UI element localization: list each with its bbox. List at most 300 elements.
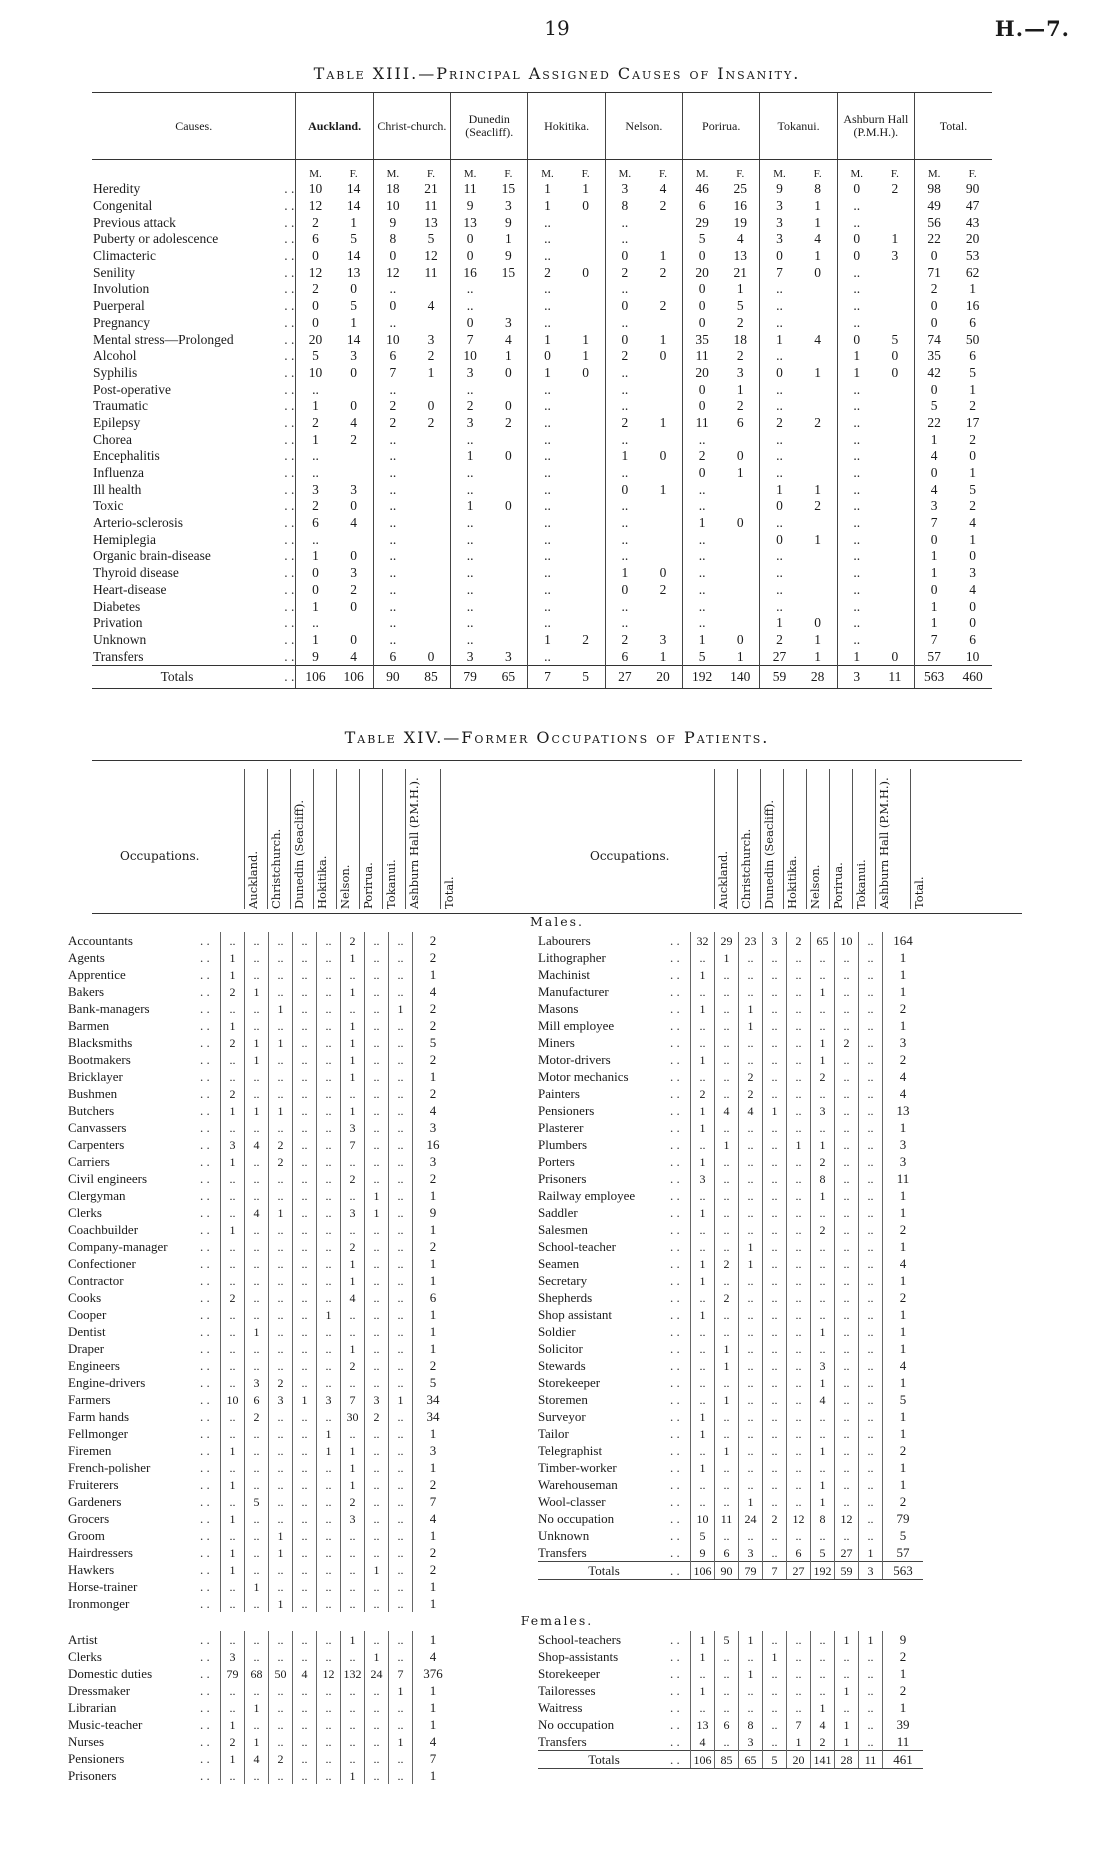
occupation-count: ..: [245, 1085, 269, 1102]
occupation-count: ..: [835, 1391, 859, 1408]
cause-value: 7: [915, 515, 954, 532]
col-header-tokanui: Tokanui.: [760, 93, 837, 160]
occupation-total: 39: [883, 1716, 924, 1733]
cause-value: 2: [373, 398, 412, 415]
cause-value: [799, 298, 838, 315]
cause-name: Alcohol: [93, 348, 137, 364]
occupation-count: ..: [811, 1119, 835, 1136]
cause-value: 9: [373, 214, 412, 231]
cause-value: ..: [837, 315, 876, 332]
occupation-count: ..: [293, 1699, 317, 1716]
occupation-count: ..: [269, 932, 293, 949]
occupation-count: 11: [715, 1510, 739, 1527]
cause-value: 0: [605, 331, 644, 348]
cause-value: [799, 548, 838, 565]
cause-value: ..: [373, 548, 412, 565]
cause-value: 2: [736, 398, 744, 414]
occupation-name: Cooks: [68, 1289, 102, 1305]
occupation-total: 1: [883, 1340, 924, 1357]
leader-dots: . .: [200, 1425, 210, 1441]
occupation-count: ..: [763, 1408, 787, 1425]
occupation-count: 24: [365, 1665, 389, 1682]
cause-value: ..: [451, 281, 490, 298]
leader-dots: . .: [670, 1323, 680, 1339]
cause-value: 2: [736, 348, 744, 364]
cause-value: 1: [891, 231, 899, 247]
cause-value: [799, 431, 838, 448]
occupation-count: ..: [739, 1204, 763, 1221]
cause-value: ..: [451, 298, 490, 315]
cause-value: 8: [605, 198, 644, 215]
leader-dots: . .: [670, 1221, 680, 1237]
cause-value: [799, 315, 838, 332]
occupation-count: 1: [341, 1068, 365, 1085]
cause-value: [567, 465, 606, 482]
cause-row: [92, 582, 992, 599]
cause-value: [489, 431, 528, 448]
cause-value: ..: [683, 548, 722, 565]
occupation-count: 1: [341, 1631, 365, 1648]
male-col-header: M.: [296, 160, 335, 182]
occupation-count: ..: [269, 966, 293, 983]
cause-value: 3: [350, 481, 358, 497]
leader-dots: . .: [284, 631, 295, 647]
cause-name: Heredity: [93, 181, 141, 197]
occupation-count: ..: [341, 1733, 365, 1750]
occupation-count: ..: [715, 1476, 739, 1493]
occupation-count: ..: [739, 1034, 763, 1051]
cause-value: 12: [296, 198, 335, 215]
occupation-total: 1: [883, 983, 924, 1000]
cause-value: 1: [915, 431, 954, 448]
cause-value: ..: [837, 565, 876, 582]
cause-value: [567, 531, 606, 548]
cause-value: 1: [659, 331, 667, 347]
occupation-count: ..: [859, 1068, 883, 1085]
page-number: 19: [544, 16, 570, 40]
cause-value: 0: [504, 398, 512, 414]
col-header-hokitika: Hokitika.: [528, 93, 605, 160]
occupation-count: 1: [341, 1272, 365, 1289]
occupation-count: 1: [221, 1153, 245, 1170]
occupation-count: ..: [341, 1425, 365, 1442]
occupation-name: Unknown: [538, 1527, 590, 1543]
occupation-count: 8: [739, 1716, 763, 1733]
occupation-count: ..: [835, 1238, 859, 1255]
vertical-col-label: Auckland.: [716, 850, 730, 909]
cause-value: 13: [424, 214, 438, 230]
occupation-count: ..: [859, 1340, 883, 1357]
occupation-count: ..: [691, 1289, 715, 1306]
cause-value: 0: [891, 364, 899, 380]
cause-value: ..: [451, 515, 490, 532]
cause-value: 43: [965, 214, 980, 230]
cause-row: [92, 632, 992, 649]
occupation-count: ..: [365, 1051, 389, 1068]
occupation-row: [538, 1017, 923, 1034]
cause-value: 0: [350, 548, 358, 564]
occupation-count: ..: [245, 1119, 269, 1136]
cause-value: 7: [451, 331, 490, 348]
occupation-count: ..: [221, 1595, 245, 1612]
cause-value: 3: [296, 481, 335, 498]
occupation-count: 1: [811, 1699, 835, 1716]
occupation-total: 4: [413, 1733, 454, 1750]
occupation-count: 1: [365, 1187, 389, 1204]
cause-value: ..: [605, 315, 644, 332]
occupation-count: ..: [269, 1340, 293, 1357]
occupation-count: ..: [691, 1374, 715, 1391]
leader-dots: . .: [670, 1682, 680, 1698]
occupation-count: 3: [245, 1374, 269, 1391]
col-header-christchurch: Christ-church.: [373, 93, 450, 160]
occupation-row: [538, 1119, 923, 1136]
cause-value: ..: [837, 431, 876, 448]
leader-dots: . .: [284, 481, 295, 497]
vertical-col-header: [852, 769, 876, 909]
cause-value: 0: [504, 364, 512, 380]
occupation-count: 1: [811, 1442, 835, 1459]
occupation-count: ..: [859, 1204, 883, 1221]
cause-row: [92, 298, 992, 315]
leader-dots: . .: [200, 983, 210, 999]
occupation-count: 1: [221, 1561, 245, 1578]
occupation-count: ..: [269, 1306, 293, 1323]
occupation-count: 1: [859, 1544, 883, 1562]
occupation-count: ..: [245, 1631, 269, 1648]
occupation-count: 1: [691, 1000, 715, 1017]
totals-count: 20: [787, 1751, 811, 1769]
cause-value: 13: [346, 264, 361, 280]
occupation-count: ..: [317, 1272, 341, 1289]
occupation-count: ..: [269, 983, 293, 1000]
occupation-count: ..: [859, 1136, 883, 1153]
leader-dots: . .: [284, 281, 295, 297]
leader-dots: . .: [284, 348, 295, 364]
occupation-count: ..: [811, 1527, 835, 1544]
totals-count: 85: [715, 1751, 739, 1769]
occupation-count: ..: [763, 1665, 787, 1682]
vertical-col-header: [829, 769, 853, 909]
occupation-count: ..: [221, 1459, 245, 1476]
totals-grand: 461: [883, 1751, 924, 1769]
cause-value: 1: [451, 498, 490, 515]
occupation-name: Storekeeper: [538, 1374, 601, 1390]
occupation-count: ..: [835, 1119, 859, 1136]
occupation-count: ..: [835, 1408, 859, 1425]
cause-value: 1: [814, 364, 821, 380]
cause-value: 3: [350, 565, 358, 581]
cause-value: 11: [683, 348, 722, 365]
cause-row: [92, 331, 992, 348]
leader-dots: . .: [670, 1017, 680, 1033]
occupation-count: 1: [365, 1561, 389, 1578]
cause-value: 3: [605, 181, 644, 198]
occupation-name: Wool-classer: [538, 1493, 606, 1509]
occupation-total: 5: [413, 1034, 454, 1051]
cause-row: [92, 648, 992, 665]
occupation-count: 1: [221, 949, 245, 966]
cause-value: 3: [760, 214, 799, 231]
cause-value: ..: [373, 381, 412, 398]
cause-value: 0: [969, 448, 976, 464]
occupation-count: ..: [317, 1459, 341, 1476]
vertical-col-header: [267, 769, 291, 909]
occupation-count: ..: [317, 1017, 341, 1034]
occupation-count: ..: [245, 1289, 269, 1306]
cause-value: [567, 548, 606, 565]
leader-dots: . .: [670, 1391, 680, 1407]
occupation-name: No occupation: [538, 1716, 615, 1732]
totals-count: 79: [739, 1562, 763, 1580]
occupation-total: 9: [883, 1631, 924, 1648]
leader-dots: . .: [200, 1204, 210, 1220]
cause-value: 2: [427, 414, 435, 430]
occupation-count: 1: [341, 949, 365, 966]
occupation-count: ..: [859, 1221, 883, 1238]
occupation-count: ..: [787, 1000, 811, 1017]
cause-value: 2: [683, 448, 722, 465]
cause-value: [567, 248, 606, 265]
cause-value: 0: [528, 348, 567, 365]
occupation-count: 3: [811, 1357, 835, 1374]
occupation-count: 1: [739, 1665, 763, 1682]
cause-value: 4: [350, 414, 358, 430]
cause-value: ..: [451, 582, 490, 599]
cause-value: [567, 448, 606, 465]
cause-value: ..: [451, 531, 490, 548]
occupation-count: ..: [739, 1476, 763, 1493]
occupation-total: 1: [883, 1017, 924, 1034]
cause-value: [876, 214, 915, 231]
occupation-count: ..: [787, 1648, 811, 1665]
totals-count: 90: [715, 1562, 739, 1580]
occupation-name: Coachbuilder: [68, 1221, 139, 1237]
cause-value: ..: [528, 531, 567, 548]
occupation-total: 1: [413, 1323, 454, 1340]
cause-value: 0: [605, 248, 644, 265]
occupation-name: Soldier: [538, 1323, 576, 1339]
occupation-name: Draper: [68, 1340, 105, 1356]
occupation-count: 132: [341, 1665, 365, 1682]
cause-row: [92, 431, 992, 448]
cause-value: 2: [736, 314, 744, 330]
occupation-row: [68, 1170, 453, 1187]
occupation-count: ..: [835, 1272, 859, 1289]
cause-value: 3: [969, 565, 976, 581]
occupation-count: 1: [691, 1153, 715, 1170]
cause-value: ..: [605, 431, 644, 448]
total-value: 65: [489, 665, 528, 688]
cause-value: 71: [915, 264, 954, 281]
occupation-count: ..: [763, 1323, 787, 1340]
cause-value: 1: [528, 198, 567, 215]
cause-value: 0: [969, 615, 976, 631]
occupation-count: 1: [691, 1459, 715, 1476]
occupation-row: [68, 932, 453, 949]
occupation-count: ..: [859, 983, 883, 1000]
cause-name: Puerperal: [93, 298, 145, 314]
occupation-count: ..: [221, 1255, 245, 1272]
occupation-row: [68, 1665, 453, 1682]
cause-value: ..: [296, 448, 335, 465]
cause-value: ..: [528, 415, 567, 432]
occupation-row: [538, 1255, 923, 1272]
leader-dots: . .: [670, 1374, 680, 1390]
leader-dots: . .: [284, 515, 295, 531]
cause-value: [489, 615, 528, 632]
occupation-count: ..: [835, 1476, 859, 1493]
cause-value: ..: [837, 398, 876, 415]
occupation-row: [68, 1187, 453, 1204]
cause-value: 0: [969, 548, 976, 564]
cause-value: 1: [427, 364, 435, 380]
leader-dots: . .: [200, 1272, 210, 1288]
cause-value: 50: [965, 331, 980, 347]
occupation-count: ..: [317, 1051, 341, 1068]
occupation-name: Motor-drivers: [538, 1051, 611, 1067]
leader-dots: . .: [284, 615, 295, 631]
cause-value: 3: [915, 498, 954, 515]
occupation-total: 2: [413, 1476, 454, 1493]
cause-value: [876, 481, 915, 498]
occupation-row: [538, 1374, 923, 1391]
occupation-count: 2: [341, 1170, 365, 1187]
occupation-count: ..: [691, 949, 715, 966]
occupation-count: ..: [293, 1408, 317, 1425]
cause-row: [92, 181, 992, 198]
leader-dots: . .: [670, 1357, 680, 1373]
occupation-count: ..: [389, 1374, 413, 1391]
occupation-count: ..: [389, 1408, 413, 1425]
cause-value: ..: [760, 348, 799, 365]
cause-value: 5: [891, 331, 899, 347]
occupation-row: [68, 1068, 453, 1085]
occupation-count: 1: [715, 1391, 739, 1408]
occupation-count: ..: [269, 1051, 293, 1068]
occupation-total: 1: [413, 1340, 454, 1357]
occupation-count: ..: [317, 1187, 341, 1204]
occupation-count: 1: [245, 1733, 269, 1750]
occupation-count: ..: [365, 932, 389, 949]
leader-dots: . .: [200, 1595, 210, 1611]
leader-dots: . .: [200, 1255, 210, 1271]
occupation-count: ..: [317, 1000, 341, 1017]
occupation-total: 5: [413, 1374, 454, 1391]
leader-dots: . .: [284, 531, 295, 547]
cause-value: 2: [451, 398, 490, 415]
cause-value: 5: [296, 348, 335, 365]
occupation-count: 1: [221, 1544, 245, 1561]
occupation-count: 1: [763, 1648, 787, 1665]
occupation-count: ..: [293, 1510, 317, 1527]
cause-value: ..: [605, 531, 644, 548]
cause-value: [876, 632, 915, 649]
occupation-name: Librarian: [68, 1699, 117, 1715]
occupation-count: ..: [317, 1648, 341, 1665]
occupation-count: 1: [787, 1136, 811, 1153]
occupation-count: ..: [859, 1085, 883, 1102]
occupation-count: ..: [811, 1665, 835, 1682]
cause-value: 10: [296, 181, 335, 198]
female-col-header: F.: [658, 168, 667, 180]
occupation-count: ..: [293, 1204, 317, 1221]
cause-value: 4: [814, 331, 821, 347]
occupation-total: 1: [883, 1408, 924, 1425]
occupation-count: 68: [245, 1665, 269, 1682]
occupation-total: 1: [883, 1476, 924, 1493]
occupation-count: ..: [763, 1153, 787, 1170]
occupation-row: [538, 1544, 923, 1562]
cause-value: 0: [891, 348, 899, 364]
cause-value: [876, 431, 915, 448]
occupation-total: 2: [883, 1648, 924, 1665]
leader-dots: . .: [200, 1733, 210, 1749]
cause-value: 14: [346, 248, 361, 264]
occupation-count: ..: [269, 1578, 293, 1595]
occupation-count: 27: [835, 1544, 859, 1562]
cause-value: [412, 598, 451, 615]
cause-value: 0: [683, 398, 722, 415]
occupation-count: ..: [341, 1323, 365, 1340]
occupation-count: ..: [221, 1699, 245, 1716]
occupation-count: 2: [811, 1153, 835, 1170]
leader-dots: . .: [200, 1119, 210, 1135]
cause-value: 0: [296, 565, 335, 582]
occupation-count: ..: [293, 1323, 317, 1340]
cause-value: 7: [915, 632, 954, 649]
occupation-name: Confectioner: [68, 1255, 136, 1271]
occupation-count: ..: [389, 1716, 413, 1733]
occupation-count: 1: [715, 1357, 739, 1374]
occupation-row: [538, 1527, 923, 1544]
cause-value: ..: [451, 632, 490, 649]
cause-value: 3: [504, 198, 512, 214]
occupation-count: 13: [691, 1716, 715, 1733]
occupation-total: 1: [883, 1699, 924, 1716]
cause-value: ..: [837, 598, 876, 615]
occupation-count: 10: [221, 1391, 245, 1408]
cause-value: [721, 582, 760, 599]
cause-value: 2: [296, 498, 335, 515]
cause-value: [489, 565, 528, 582]
cause-value: 1: [504, 348, 512, 364]
occupation-count: 1: [365, 1648, 389, 1665]
cause-value: 0: [296, 298, 335, 315]
cause-value: ..: [760, 398, 799, 415]
cause-value: 6: [969, 314, 976, 330]
occupation-total: 1: [413, 1255, 454, 1272]
vertical-col-header: [737, 769, 761, 909]
leader-dots: . .: [200, 1699, 210, 1715]
leader-dots: . .: [200, 1510, 210, 1526]
occupation-count: ..: [269, 1561, 293, 1578]
occupation-count: ..: [763, 1631, 787, 1648]
cause-value: 57: [915, 648, 954, 665]
cause-value: ..: [683, 598, 722, 615]
occupation-count: 1: [341, 1102, 365, 1119]
occupation-count: 2: [811, 1068, 835, 1085]
cause-value: 2: [296, 281, 335, 298]
cause-value: 3: [760, 231, 799, 248]
mf-header-row: [92, 160, 992, 182]
occupation-row: [68, 1408, 453, 1425]
cause-value: 10: [296, 365, 335, 382]
cause-value: 10: [373, 198, 412, 215]
occupation-name: Transfers: [538, 1544, 587, 1560]
cause-value: 3: [451, 648, 490, 665]
leader-dots: . .: [670, 1102, 680, 1118]
